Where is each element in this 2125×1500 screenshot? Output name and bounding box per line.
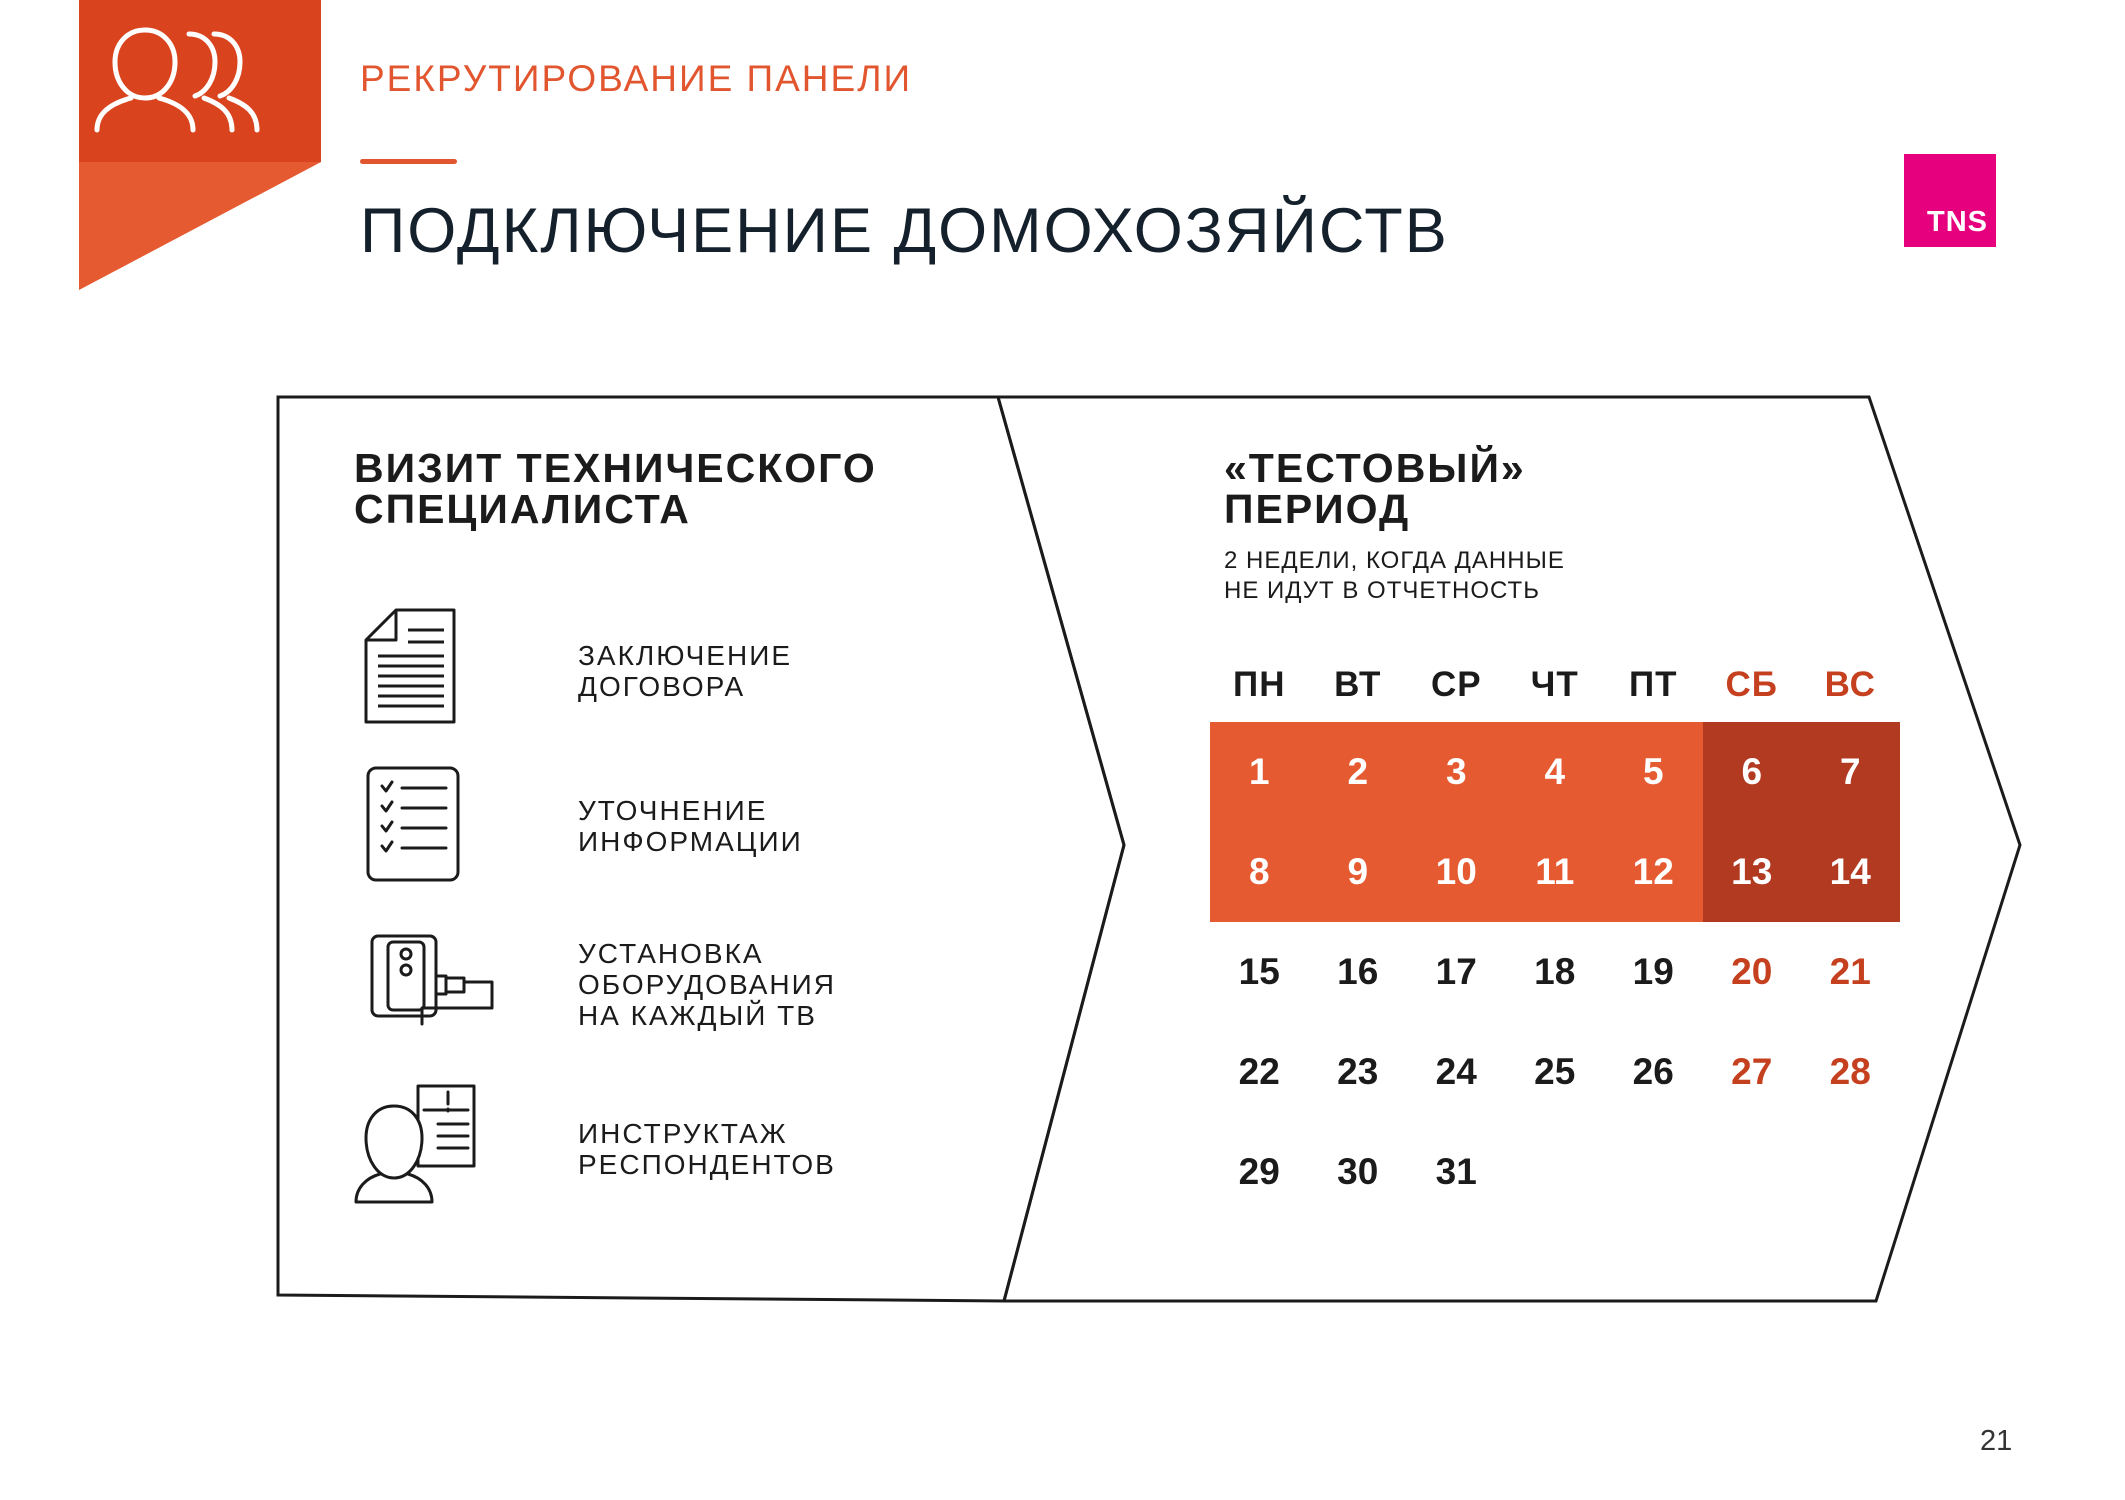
calendar-day: 19 — [1632, 951, 1674, 992]
calendar-day: 13 — [1703, 822, 1802, 922]
calendar-day: 16 — [1337, 951, 1379, 992]
step-label-info: УТОЧНЕНИЕ ИНФОРМАЦИИ — [578, 795, 803, 857]
calendar-day — [1604, 1122, 1703, 1222]
calendar-day: 2 — [1309, 722, 1408, 822]
calendar-week-row — [1210, 822, 1900, 922]
step-label-equipment: УСТАНОВКА ОБОРУДОВАНИЯ НА КАЖДЫЙ ТВ — [578, 938, 836, 1031]
calendar-day — [1703, 1122, 1802, 1222]
checklist-icon — [364, 764, 462, 884]
calendar-day: 20 — [1731, 951, 1773, 992]
step-label-briefing: ИНСТРУКТАЖ РЕСПОНДЕНТОВ — [578, 1118, 836, 1180]
header-badge — [79, 0, 321, 290]
calendar-day: 4 — [1506, 722, 1605, 822]
weekday-label: ПН — [1233, 665, 1286, 704]
page-number: 21 — [1980, 1425, 2013, 1457]
calendar-day: 24 — [1435, 1051, 1477, 1092]
calendar-day: 9 — [1309, 822, 1408, 922]
calendar-day: 23 — [1337, 1051, 1379, 1092]
calendar-weekday-header — [1210, 648, 1900, 722]
title-divider — [360, 159, 457, 164]
calendar-day: 25 — [1534, 1051, 1576, 1092]
calendar-day: 3 — [1407, 722, 1506, 822]
section-label: РЕКРУТИРОВАНИЕ ПАНЕЛИ — [360, 58, 913, 99]
calendar-day: 26 — [1632, 1051, 1674, 1092]
step-label-contract: ЗАКЛЮЧЕНИЕ ДОГОВОРА — [578, 640, 792, 702]
calendar-day: 11 — [1506, 822, 1605, 922]
device-connector-icon — [368, 932, 502, 1032]
person-document-icon — [352, 1082, 480, 1206]
weekday-label: ПТ — [1628, 665, 1678, 704]
tns-logo-text: TNS — [1927, 206, 1988, 238]
calendar-week-row — [1210, 922, 1900, 1022]
calendar-day: 1 — [1210, 722, 1309, 822]
calendar-day: 12 — [1604, 822, 1703, 922]
calendar-day — [1506, 1122, 1605, 1222]
right-panel-title: «ТЕСТОВЫЙ» ПЕРИОД — [1224, 445, 1526, 532]
calendar-week-row — [1210, 722, 1900, 822]
right-panel-subtitle: 2 НЕДЕЛИ, КОГДА ДАННЫЕ НЕ ИДУТ В ОТЧЕТНОСТЬ — [1224, 547, 1565, 604]
calendar-week-row — [1210, 1122, 1900, 1222]
calendar — [1210, 648, 1900, 1222]
calendar-week-row — [1210, 1022, 1900, 1122]
page-title: ПОДКЛЮЧЕНИЕ ДОМОХОЗЯЙСТВ — [360, 196, 1449, 266]
calendar-day: 8 — [1210, 822, 1309, 922]
calendar-day: 18 — [1534, 951, 1576, 992]
calendar-day: 14 — [1801, 822, 1900, 922]
weekday-label: ВС — [1824, 665, 1876, 704]
weekday-label: СР — [1430, 665, 1482, 704]
weekday-label: ЧТ — [1530, 665, 1579, 704]
calendar-day: 29 — [1238, 1151, 1280, 1192]
calendar-day: 22 — [1238, 1051, 1280, 1092]
weekday-label: СБ — [1725, 665, 1778, 704]
calendar-day: 27 — [1731, 1051, 1773, 1092]
calendar-day: 7 — [1801, 722, 1900, 822]
calendar-day: 21 — [1829, 951, 1871, 992]
calendar-day: 5 — [1604, 722, 1703, 822]
calendar-day: 30 — [1337, 1151, 1379, 1192]
calendar-day: 31 — [1435, 1151, 1477, 1192]
weekday-label: ВТ — [1334, 665, 1382, 704]
calendar-day: 28 — [1829, 1051, 1871, 1092]
calendar-day: 10 — [1407, 822, 1506, 922]
tns-logo — [1904, 154, 1996, 247]
calendar-day: 17 — [1435, 951, 1477, 992]
calendar-day: 15 — [1238, 951, 1280, 992]
calendar-day: 6 — [1703, 722, 1802, 822]
calendar-day — [1801, 1122, 1900, 1222]
left-panel-title: ВИЗИТ ТЕХНИЧЕСКОГО СПЕЦИАЛИСТА — [354, 445, 877, 532]
document-icon — [360, 606, 460, 728]
